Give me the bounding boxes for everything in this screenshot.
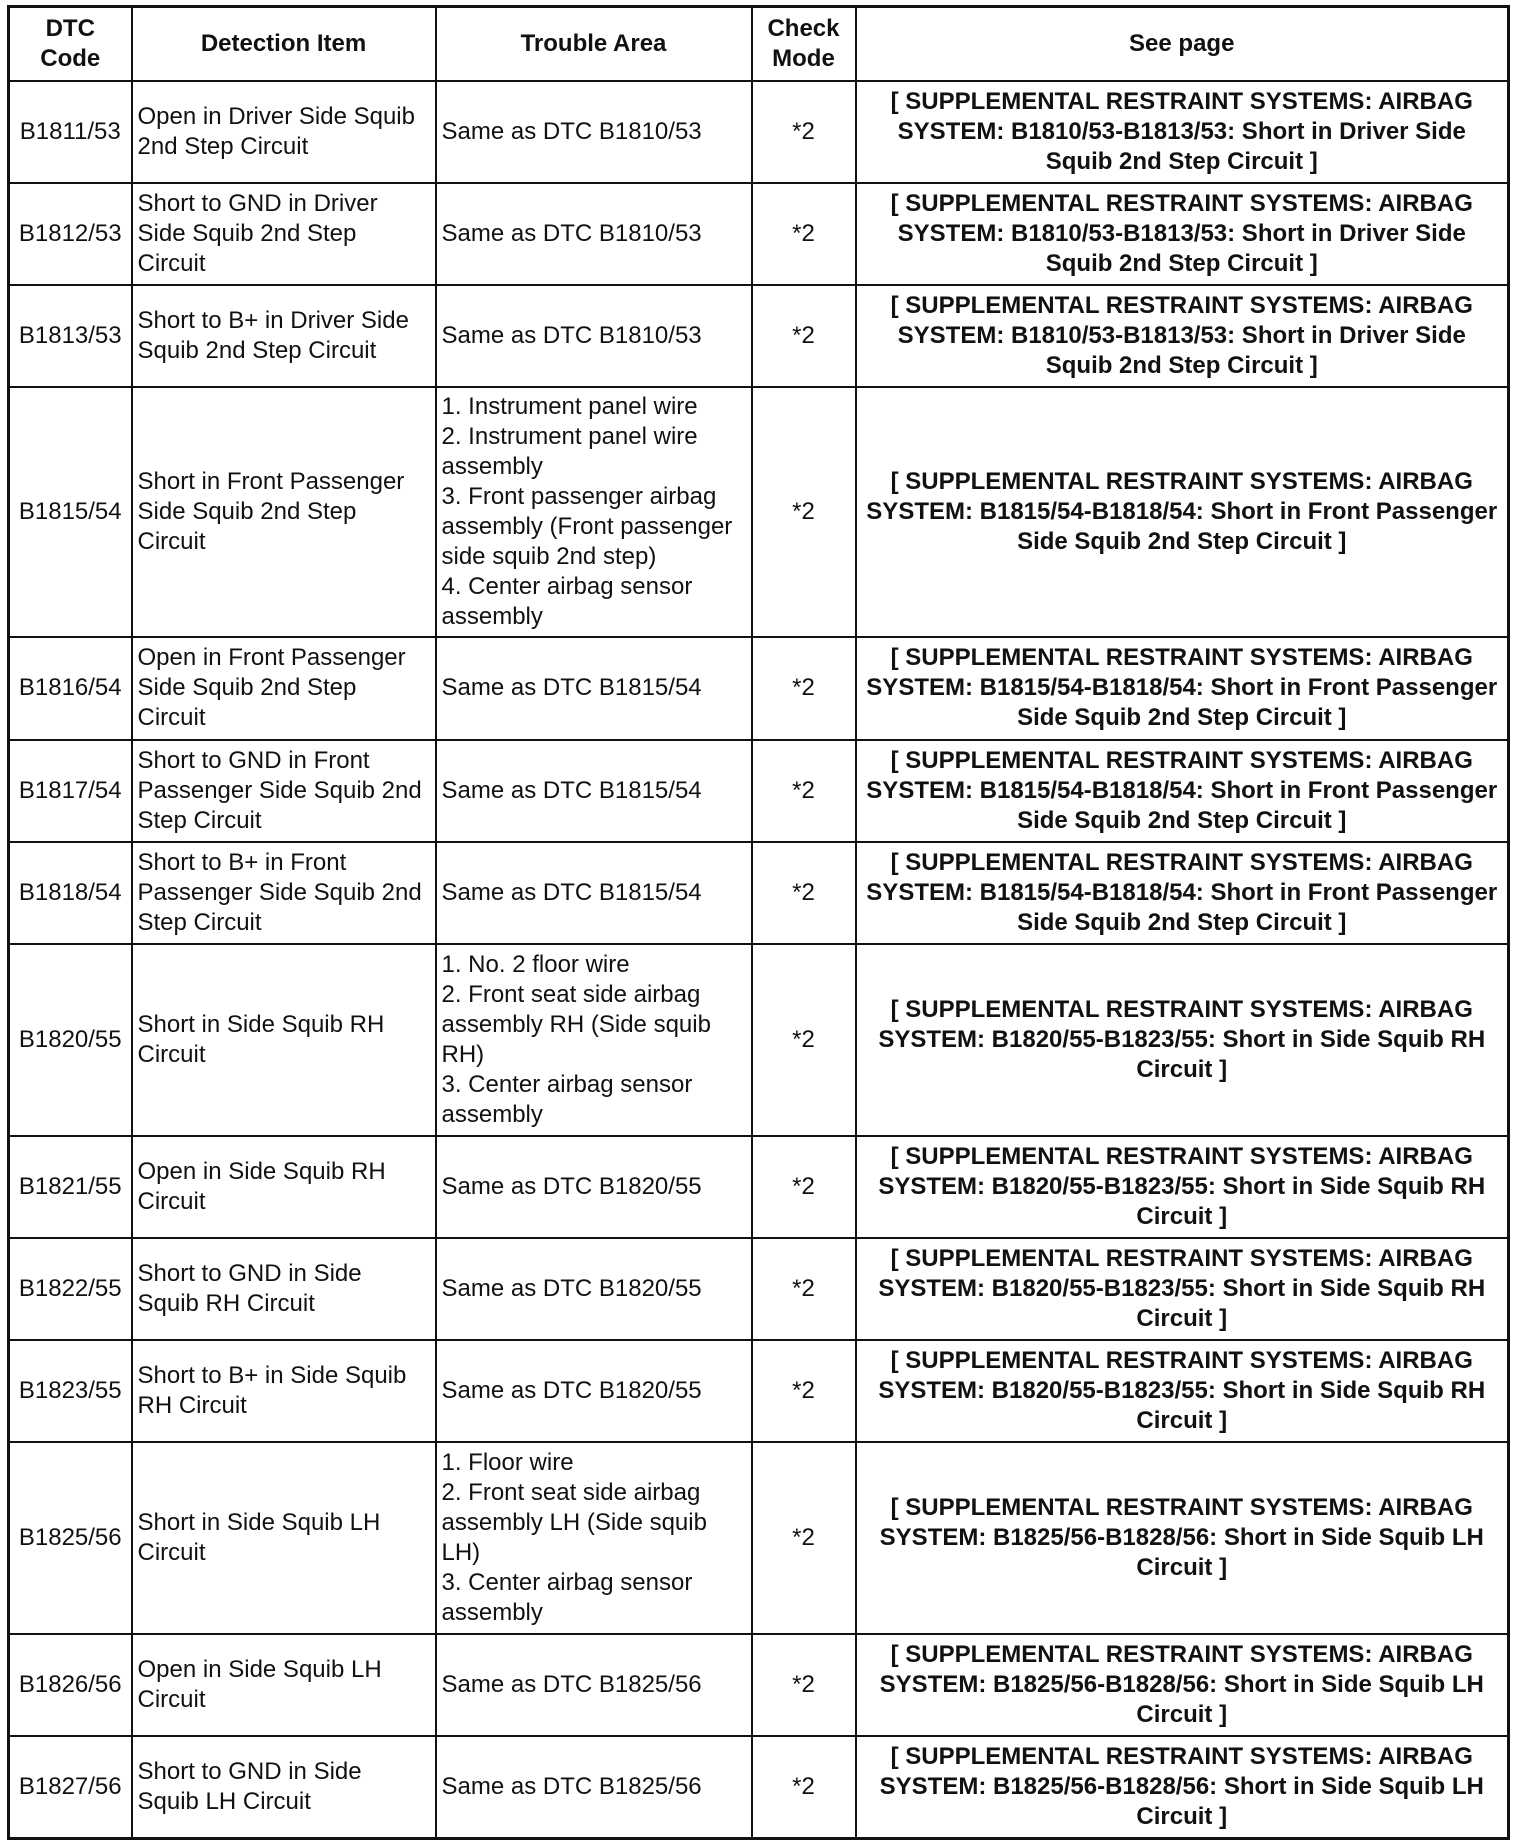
trouble-area-cell: [436, 1634, 752, 1736]
trouble-area-cell: [436, 1442, 752, 1634]
see-page-link[interactable]: [ SUPPLEMENTAL RESTRAINT SYSTEMS: AIRBAG SYSTEM: B1815/54-B1818/54: Short in Front Passenger Side Squib 2nd Step Circuit ]: [856, 637, 1509, 739]
see-page-link[interactable]: [ SUPPLEMENTAL RESTRAINT SYSTEMS: AIRBAG SYSTEM: B1820/55-B1823/55: Short in Side Squib RH Circuit ]: [856, 944, 1509, 1136]
dtc-code-cell: B1812/53: [9, 183, 132, 285]
trouble-area-cell: [436, 1238, 752, 1340]
dtc-code-cell: B1816/54: [9, 637, 132, 739]
table-row: [9, 1340, 1509, 1442]
dtc-code-cell: B1817/54: [9, 740, 132, 842]
header-check-mode: Check Mode: [752, 7, 856, 82]
trouble-area-cell: [436, 842, 752, 944]
check-mode-cell: *2: [752, 183, 856, 285]
trouble-area-line: Same as DTC B1820/55: [441, 1377, 702, 1405]
trouble-area-line: 1. Instrument panel wire: [441, 393, 698, 421]
check-mode-cell: *2: [752, 285, 856, 387]
trouble-area-line: Same as DTC B1810/53: [441, 322, 702, 350]
table-row: [9, 1442, 1509, 1634]
see-page-link[interactable]: [ SUPPLEMENTAL RESTRAINT SYSTEMS: AIRBAG SYSTEM: B1825/56-B1828/56: Short in Side Squib LH Circuit ]: [856, 1442, 1509, 1634]
trouble-area-cell: [436, 387, 752, 637]
table-row: [9, 1634, 1509, 1736]
check-mode-cell: *2: [752, 944, 856, 1136]
trouble-area-line: 1. Floor wire: [441, 1449, 574, 1477]
dtc-code-cell: B1815/54: [9, 387, 132, 637]
trouble-area-line: 2. Front seat side airbag assembly LH (Side squib LH): [441, 1479, 707, 1567]
dtc-code-cell: B1818/54: [9, 842, 132, 944]
trouble-area-line: 2. Instrument panel wire assembly: [441, 423, 698, 481]
detection-item-cell: Short to B+ in Side Squib RH Circuit: [132, 1340, 436, 1442]
see-page-link[interactable]: [ SUPPLEMENTAL RESTRAINT SYSTEMS: AIRBAG SYSTEM: B1820/55-B1823/55: Short in Side Squib RH Circuit ]: [856, 1136, 1509, 1238]
table-row: [9, 1238, 1509, 1340]
trouble-area-cell: [436, 81, 752, 183]
trouble-area-line: 1. No. 2 floor wire: [441, 950, 630, 978]
table-row: [9, 1736, 1509, 1838]
detection-item-cell: Open in Driver Side Squib 2nd Step Circuit: [132, 81, 436, 183]
check-mode-cell: *2: [752, 842, 856, 944]
trouble-area-line: Same as DTC B1820/55: [441, 1172, 702, 1200]
trouble-area-cell: [436, 1736, 752, 1838]
trouble-area-cell: [436, 944, 752, 1136]
detection-item-cell: Short to B+ in Front Passenger Side Squib 2nd Step Circuit: [132, 842, 436, 944]
table-body: [9, 81, 1509, 1839]
see-page-link[interactable]: [ SUPPLEMENTAL RESTRAINT SYSTEMS: AIRBAG SYSTEM: B1815/54-B1818/54: Short in Front Passenger Side Squib 2nd Step Circuit ]: [856, 842, 1509, 944]
header-trouble-area: Trouble Area: [436, 7, 752, 82]
see-page-link[interactable]: [ SUPPLEMENTAL RESTRAINT SYSTEMS: AIRBAG SYSTEM: B1820/55-B1823/55: Short in Side Squib RH Circuit ]: [856, 1340, 1509, 1442]
table-row: [9, 944, 1509, 1136]
trouble-area-line: Same as DTC B1815/54: [441, 674, 702, 702]
table-row: [9, 740, 1509, 842]
table-row: [9, 1136, 1509, 1238]
check-mode-cell: *2: [752, 1634, 856, 1736]
trouble-area-cell: [436, 637, 752, 739]
detection-item-cell: Short to B+ in Driver Side Squib 2nd Step Circuit: [132, 285, 436, 387]
check-mode-cell: *2: [752, 1136, 856, 1238]
table-row: [9, 637, 1509, 739]
check-mode-cell: *2: [752, 1238, 856, 1340]
trouble-area-line: Same as DTC B1810/53: [441, 118, 702, 146]
header-detection-item: Detection Item: [132, 7, 436, 82]
check-mode-cell: *2: [752, 387, 856, 637]
trouble-area-line: 2. Front seat side airbag assembly RH (Side squib RH): [441, 980, 711, 1068]
trouble-area-line: Same as DTC B1825/56: [441, 1671, 702, 1699]
check-mode-cell: *2: [752, 81, 856, 183]
header-dtc-code: DTC Code: [9, 7, 132, 82]
trouble-area-line: Same as DTC B1820/55: [441, 1274, 702, 1302]
see-page-link[interactable]: [ SUPPLEMENTAL RESTRAINT SYSTEMS: AIRBAG SYSTEM: B1825/56-B1828/56: Short in Side Squib LH Circuit ]: [856, 1634, 1509, 1736]
see-page-link[interactable]: [ SUPPLEMENTAL RESTRAINT SYSTEMS: AIRBAG SYSTEM: B1810/53-B1813/53: Short in Driver Side Squib 2nd Step Circuit ]: [856, 81, 1509, 183]
detection-item-cell: Short in Front Passenger Side Squib 2nd Step Circuit: [132, 387, 436, 637]
table-row: [9, 81, 1509, 183]
table-row: [9, 842, 1509, 944]
dtc-table: [7, 5, 1510, 1840]
table-row: [9, 285, 1509, 387]
detection-item-cell: Open in Front Passenger Side Squib 2nd Step Circuit: [132, 637, 436, 739]
dtc-code-cell: B1813/53: [9, 285, 132, 387]
dtc-code-cell: B1821/55: [9, 1136, 132, 1238]
trouble-area-cell: [436, 740, 752, 842]
trouble-area-line: Same as DTC B1815/54: [441, 776, 702, 804]
detection-item-cell: Open in Side Squib RH Circuit: [132, 1136, 436, 1238]
dtc-code-cell: B1825/56: [9, 1442, 132, 1634]
dtc-code-cell: B1820/55: [9, 944, 132, 1136]
trouble-area-line: 3. Center airbag sensor assembly: [441, 1070, 693, 1128]
see-page-link[interactable]: [ SUPPLEMENTAL RESTRAINT SYSTEMS: AIRBAG SYSTEM: B1810/53-B1813/53: Short in Driver Side Squib 2nd Step Circuit ]: [856, 183, 1509, 285]
dtc-code-cell: B1823/55: [9, 1340, 132, 1442]
detection-item-cell: Short in Side Squib LH Circuit: [132, 1442, 436, 1634]
see-page-link[interactable]: [ SUPPLEMENTAL RESTRAINT SYSTEMS: AIRBAG SYSTEM: B1825/56-B1828/56: Short in Side Squib LH Circuit ]: [856, 1736, 1509, 1838]
check-mode-cell: *2: [752, 637, 856, 739]
detection-item-cell: Short in Side Squib RH Circuit: [132, 944, 436, 1136]
see-page-link[interactable]: [ SUPPLEMENTAL RESTRAINT SYSTEMS: AIRBAG SYSTEM: B1820/55-B1823/55: Short in Side Squib RH Circuit ]: [856, 1238, 1509, 1340]
see-page-link[interactable]: [ SUPPLEMENTAL RESTRAINT SYSTEMS: AIRBAG SYSTEM: B1810/53-B1813/53: Short in Driver Side Squib 2nd Step Circuit ]: [856, 285, 1509, 387]
trouble-area-line: Same as DTC B1810/53: [441, 220, 702, 248]
check-mode-cell: *2: [752, 1442, 856, 1634]
trouble-area-cell: [436, 285, 752, 387]
detection-item-cell: Short to GND in Driver Side Squib 2nd Step Circuit: [132, 183, 436, 285]
check-mode-cell: *2: [752, 1736, 856, 1838]
table-row: [9, 183, 1509, 285]
dtc-code-cell: B1822/55: [9, 1238, 132, 1340]
dtc-code-cell: B1826/56: [9, 1634, 132, 1736]
see-page-link[interactable]: [ SUPPLEMENTAL RESTRAINT SYSTEMS: AIRBAG SYSTEM: B1815/54-B1818/54: Short in Front Passenger Side Squib 2nd Step Circuit ]: [856, 740, 1509, 842]
trouble-area-cell: [436, 183, 752, 285]
trouble-area-line: 3. Front passenger airbag assembly (Front passenger side squib 2nd step): [441, 483, 733, 571]
detection-item-cell: Short to GND in Side Squib RH Circuit: [132, 1238, 436, 1340]
header-see-page: See page: [856, 7, 1509, 82]
trouble-area-line: Same as DTC B1815/54: [441, 878, 702, 906]
trouble-area-cell: [436, 1340, 752, 1442]
check-mode-cell: *2: [752, 1340, 856, 1442]
detection-item-cell: Short to GND in Side Squib LH Circuit: [132, 1736, 436, 1838]
table-row: [9, 387, 1509, 637]
dtc-code-cell: B1827/56: [9, 1736, 132, 1838]
header-row: [9, 7, 1509, 82]
detection-item-cell: Short to GND in Front Passenger Side Squib 2nd Step Circuit: [132, 740, 436, 842]
detection-item-cell: Open in Side Squib LH Circuit: [132, 1634, 436, 1736]
trouble-area-line: 4. Center airbag sensor assembly: [441, 573, 693, 631]
trouble-area-cell: [436, 1136, 752, 1238]
check-mode-cell: *2: [752, 740, 856, 842]
dtc-code-cell: B1811/53: [9, 81, 132, 183]
see-page-link[interactable]: [ SUPPLEMENTAL RESTRAINT SYSTEMS: AIRBAG SYSTEM: B1815/54-B1818/54: Short in Front Passenger Side Squib 2nd Step Circuit ]: [856, 387, 1509, 637]
trouble-area-line: Same as DTC B1825/56: [441, 1773, 702, 1801]
trouble-area-line: 3. Center airbag sensor assembly: [441, 1569, 693, 1627]
